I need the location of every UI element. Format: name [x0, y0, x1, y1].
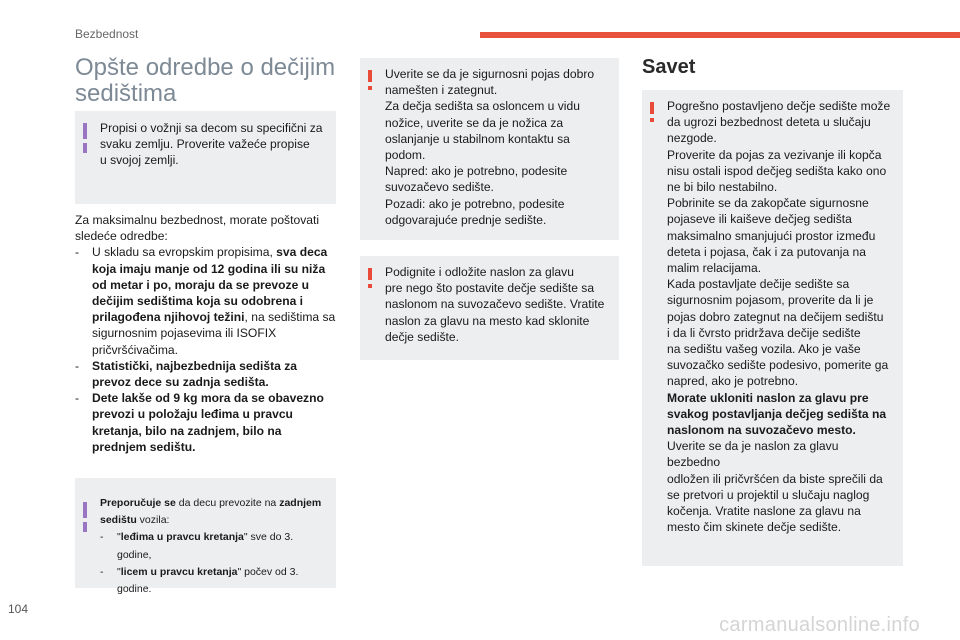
text-line: svaku zemlju. Proverite važeće propise	[100, 137, 310, 152]
text-line: suvozačko sedište podesivo, pomerite ga	[667, 358, 889, 373]
warning-icon	[650, 102, 654, 114]
text-line: napred, ako je potrebno.	[667, 374, 799, 389]
list-dash: -	[100, 565, 104, 578]
text: " sve do 3. godine,	[117, 531, 294, 561]
text: da decu prevozite na	[175, 497, 280, 509]
text: vozila:	[136, 514, 170, 527]
list-text: U skladu sa evropskim propisima,	[92, 245, 277, 260]
text-line: sigurnosnim pojasom, proverite da li je	[667, 293, 874, 308]
text-line: malim relacijama.	[667, 261, 762, 276]
list-item	[100, 564, 326, 598]
text-line: Za maksimalnu bezbednost, morate poštovati	[75, 213, 320, 227]
text-line-bold: naslonom na suvozačevo mesto.	[667, 423, 856, 438]
info-icon	[83, 123, 87, 139]
list-dash: -	[100, 531, 104, 544]
info-box-text	[100, 120, 326, 169]
text-line: Pobrinite se da zakopčate sigurnosne	[667, 196, 869, 211]
text-line: nisu ostali ispod dečjeg sedišta kako ono	[667, 163, 887, 178]
list-dash: -	[75, 245, 80, 260]
text-line-bold: Morate ukloniti naslon za glavu pre	[667, 390, 869, 405]
text-line: na sedištu vašeg vozila. Ako je vaše	[667, 342, 861, 357]
text-line: Propisi o vožnji sa decom su specifični za	[100, 121, 323, 135]
warning-box-text	[667, 98, 893, 535]
list-item	[100, 529, 326, 563]
list-text-bold: Dete lakše od 9 kg mora da se obavezno prevozi u položaju leđima u pravcu kretanja, bilo na zadnjem, bilo na prednjem sedištu.	[92, 391, 324, 454]
list-dash: -	[75, 391, 80, 406]
text-line: Pozadi: ako je potrebno, podesite	[385, 196, 565, 211]
text-line: Podignite i odložite naslon za glavu	[385, 265, 574, 279]
warning-box-text	[385, 264, 609, 345]
text-line: i da li čvrsto pridržava dečije sedište	[667, 325, 861, 340]
text-bold: zadnjem sedištu	[100, 497, 322, 527]
text-bold: licem u pravcu kretanja	[120, 565, 238, 578]
list-text-bold: Statistički, najbezbednija sedišta za prevoz dece su zadnja sedišta.	[92, 358, 297, 390]
info-box-recommendation	[75, 478, 336, 596]
list-item	[75, 358, 337, 390]
text-line: sledeće odredbe:	[75, 229, 168, 244]
text-line: naslon za glavu na mesto kad sklonite	[385, 313, 590, 328]
text: " počev od 3. godine.	[117, 565, 299, 596]
text-line: pre nego što postavite dečje sedište sa	[385, 281, 595, 296]
text-line	[100, 495, 326, 529]
text-line: da ugrozi bezbednost deteta u slučaju	[667, 115, 871, 130]
text-line: oslanjanje u stabilnom kontaktu sa podom.	[385, 131, 570, 163]
page-title: Opšte odredbe o dečijim sedištima	[75, 54, 336, 107]
warning-box-headrest	[360, 256, 619, 360]
text-line: Napred: ako je potrebno, podesite	[385, 164, 568, 179]
page-number: 104	[8, 602, 29, 616]
text: "	[117, 531, 121, 544]
info-box-text	[100, 495, 326, 598]
text-line: pojaseve ili kaiševe dečjeg sedišta	[667, 212, 852, 227]
list-item	[75, 390, 337, 455]
text-line: ne bi bilo nestabilno.	[667, 180, 778, 195]
info-icon	[83, 502, 87, 518]
text-line: deteta i pojasa, čak i za putovanja na	[667, 244, 867, 259]
text-line: naslonom na suvozačevo sedište. Vratite	[385, 297, 605, 312]
text-line: mesto čim skinete dečje sedište.	[667, 520, 842, 535]
header-accent-bar	[480, 32, 960, 38]
text-line: Uverite se da je naslon za glavu bezbedno	[667, 439, 839, 470]
warning-box-seatbelt	[360, 58, 619, 240]
list-text-bold: sva deca koja imaju manje od 12 godina ili su niža od metar i po, moraju da se prevoze u dečijim sedištima koja su odobrena i prilagođena njihovoj težini	[92, 245, 328, 325]
text-line: dečje sedište.	[385, 329, 459, 344]
warning-icon	[368, 268, 372, 280]
text-line: Proverite da pojas za vezivanje ili kopča	[667, 147, 882, 162]
text-line: se pretvori u projektil u slučaju naglog	[667, 487, 870, 502]
text-line: Uverite se da je sigurnosni pojas dobro	[385, 67, 595, 81]
body-text	[75, 212, 337, 455]
text-bold: Preporučuje se	[100, 497, 176, 509]
text-line: Kada postavljate dečije sedište sa	[667, 277, 850, 292]
text-line: Pogrešno postavljeno dečje sedište može	[667, 99, 891, 113]
text: "	[117, 565, 121, 578]
list-item	[75, 244, 337, 357]
text-line: odložen ili pričvršćen da biste sprečili da	[667, 471, 883, 486]
text-line-bold: svakog postavljanja dečjeg sedišta na	[667, 406, 887, 421]
list-text: , na sedištima sa sigurnosnim pojasevima ili ISOFIX pričvršćivačima.	[92, 310, 336, 357]
text-line: maksimalno smanjujući prostor između	[667, 228, 876, 243]
text-line: namešten i zategnut.	[385, 83, 498, 98]
text-line: suvozačevo sedište.	[385, 180, 494, 195]
text-line: Za dečja sedišta sa osloncem u vidu	[385, 99, 580, 114]
footer-watermark: carmanualsonline.info	[719, 614, 920, 636]
warning-box-savet	[642, 90, 903, 566]
text-line: pojas dobro zategnut na dečijem sedištu	[667, 309, 884, 324]
text-line: odgovarajuće prednje sedište.	[385, 212, 547, 227]
warning-icon	[368, 70, 372, 82]
text-line: u svojoj zemlji.	[100, 153, 179, 168]
text-bold: leđima u pravcu kretanja	[120, 531, 244, 544]
list-dash: -	[75, 358, 80, 373]
text-line: kočenja. Vratite naslone za glavu na	[667, 504, 861, 519]
info-box-regulations	[75, 111, 336, 204]
text-line: nezgode.	[667, 131, 717, 146]
savet-title: Savet	[642, 56, 696, 78]
section-header-label: Bezbednost	[75, 27, 139, 41]
text-line: nožice, uverite se da je nožica za	[385, 115, 564, 130]
warning-box-text	[385, 66, 609, 228]
